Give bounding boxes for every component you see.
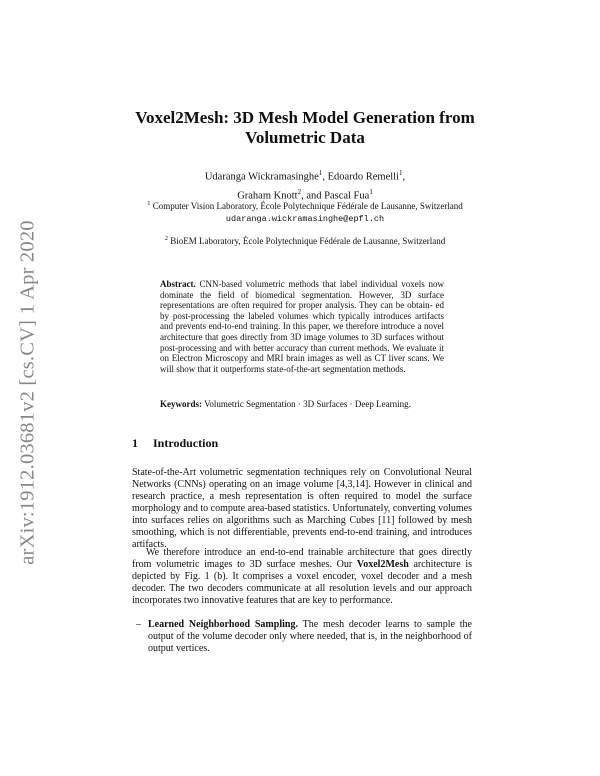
author-email[interactable]: udaranga.wickramasinghe@epfl.ch — [225, 213, 385, 224]
affiliation-text: BioEM Laboratory, École Polytechnique Fédérale de Lausanne, Switzerland — [170, 236, 446, 246]
body-paragraph-1: State-of-the-Art volumetric segmentation techniques rely on Convolutional Neural Networks (CNNs) operating on an image volume [4,3,14]. However in clinical and research practice, a mesh representation is often required to model the surface morphology and to compute area-based statistics. Unfortunately, converting volumes into surfaces relies on algorithms such as Marching Cubes [11] followed by mesh smoothing, which is not differentiable, prevents end-to-end training, and introduces artifacts. — [132, 467, 472, 550]
arxiv-identifier: arXiv:1912.03681v2 [cs.CV] 1 Apr 2020 — [16, 219, 39, 565]
paragraph-text: architecture is depicted by Fig. 1 (b). It comprises a voxel encoder, voxel decoder and a mesh decoder. The two decoders communicate at all resolution levels and our approach incorporates two innovative features that are key to performance. — [132, 559, 473, 606]
author-name: Udaranga Wickramasinghe — [204, 171, 319, 183]
author-name: Graham Knott — [237, 190, 298, 201]
section-title: Introduction — [153, 436, 219, 450]
abstract-text: CNN-based volumetric methods that label individual voxels now dominate the field of biomedical segmentation. However, 3D surface representations are often required for proper analysis. They can be obtain- ed by post-processing the labeled volumes which typically introduces artifacts and prevents end-to-end training. In this paper, we therefore introduce a novel architecture that goes directly from 3D image volumes to 3D surfaces without post-processing and with better accuracy than current methods. We evaluate it on Electron Microscopy and MRI brain images as well as CT liver scans. We will show that it outperforms state-of-the-art segmentation methods. — [160, 279, 444, 374]
body-paragraph-2 — [132, 547, 472, 607]
author-affiliation-mark: 1 — [399, 169, 403, 177]
bullet-text: The mesh decoder learns to sample the output of the volume decoder only where needed, that is, in the neighborhood of output vertices. — [148, 619, 472, 654]
author-affiliation-mark: 1 — [318, 169, 323, 177]
author-affiliation-mark: 1 — [369, 187, 373, 196]
abstract — [160, 279, 444, 374]
bullet-dash: – — [136, 619, 141, 630]
section-heading — [132, 436, 218, 450]
author-name: Pascal Fua — [324, 190, 370, 201]
model-name: Voxel2Mesh — [356, 559, 409, 570]
author-list: Udaranga Wickramasinghe$^1$, Edoardo Remelli$^1$, Graham Knott$^2$, and Pascal Fua$^1$ — [204, 169, 406, 201]
abstract-label: Abstract. — [160, 279, 196, 289]
author-affiliation-mark: 2 — [297, 187, 302, 196]
affiliation-number: 1 — [147, 200, 151, 207]
keywords-label: Keywords: — [160, 399, 202, 409]
keywords-text: Volumetric Segmentation · 3D Surfaces · Deep Learning. — [204, 399, 411, 409]
paper-title: Voxel2Mesh: 3D Mesh Model Generation from Volumetric Data — [135, 108, 475, 147]
affiliation-1 — [140, 198, 470, 225]
paragraph-text: We therefore introduce an end-to-end trainable architecture that goes directly from volumetric images to 3D surface meshes. Our — [132, 547, 472, 570]
affiliation-text: Computer Vision Laboratory, École Polytechnique Fédérale de Lausanne, Switzerland — [152, 201, 463, 211]
affiliation-number: 2 — [164, 235, 168, 242]
section-number: 1 — [132, 436, 138, 450]
bullet-label: Learned Neighborhood Sampling. — [148, 619, 298, 630]
keywords — [160, 399, 444, 410]
author-name: Edoardo Remelli — [327, 171, 400, 183]
bullet-item — [132, 619, 472, 655]
arxiv-identifier-sidebar — [10, 208, 46, 576]
affiliation-2 — [140, 233, 470, 248]
author-conjunction: and — [306, 190, 322, 201]
